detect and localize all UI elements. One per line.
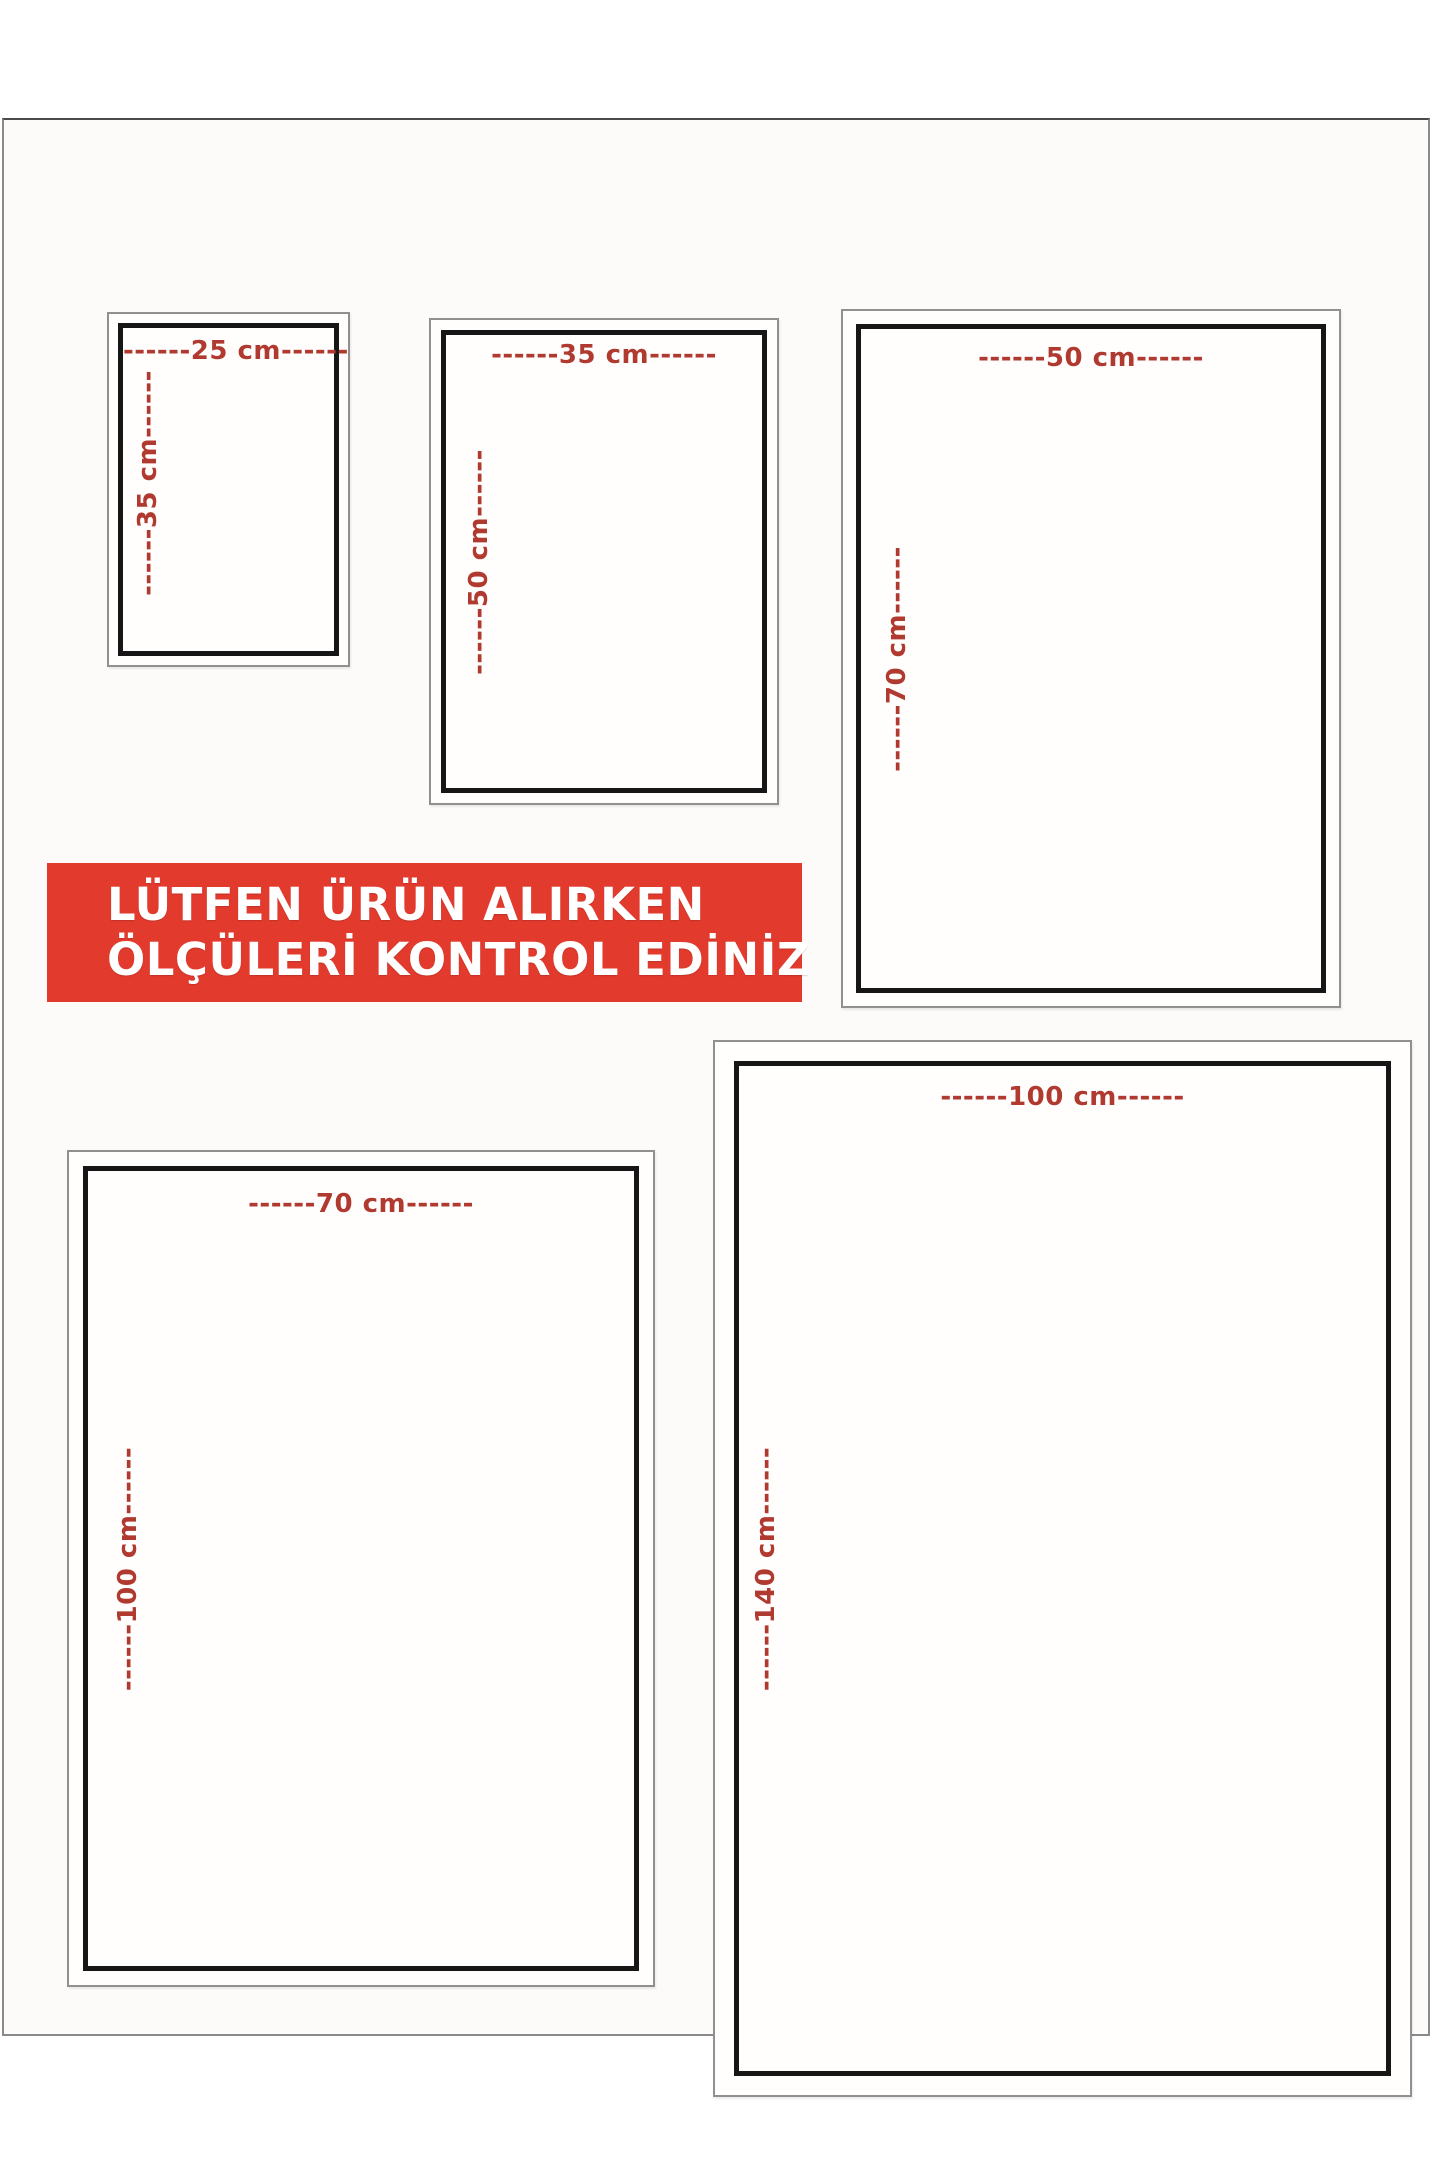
size-box-inner-frame [118, 323, 349, 656]
size-box-100x140-cm [713, 1040, 1412, 2097]
size-box-inner-frame [83, 1166, 639, 1971]
width-dimension-label: ------100 cm------ [940, 1082, 1185, 1112]
size-box-inner-frame [856, 324, 1326, 993]
size-box-70x100-cm [67, 1150, 655, 1987]
height-dimension-label: ------70 cm------ [882, 545, 912, 772]
width-dimension-label: ------25 cm------ [123, 336, 349, 366]
height-dimension-label: ------100 cm------ [113, 1446, 143, 1691]
size-box-50x70-cm [841, 309, 1341, 1008]
measurement-warning-banner [47, 863, 811, 1002]
warning-line-1: LÜTFEN ÜRÜN ALIRKEN [107, 877, 705, 931]
height-dimension-label: ------140 cm------ [751, 1446, 781, 1691]
height-dimension-label: ------35 cm------ [133, 370, 163, 596]
size-box-25x35-cm [107, 312, 350, 667]
size-box-inner-frame [441, 330, 767, 793]
warning-line-2: ÖLÇÜLERİ KONTROL EDİNİZ [107, 932, 811, 986]
width-dimension-label: ------35 cm------ [491, 340, 717, 370]
size-box-inner-frame [734, 1061, 1391, 2076]
width-dimension-label: ------50 cm------ [978, 343, 1204, 373]
height-dimension-label: ------50 cm------ [464, 448, 494, 675]
width-dimension-label: ------70 cm------ [248, 1189, 474, 1219]
sheet-background [2, 118, 1430, 2036]
size-box-35x50-cm [429, 318, 779, 805]
